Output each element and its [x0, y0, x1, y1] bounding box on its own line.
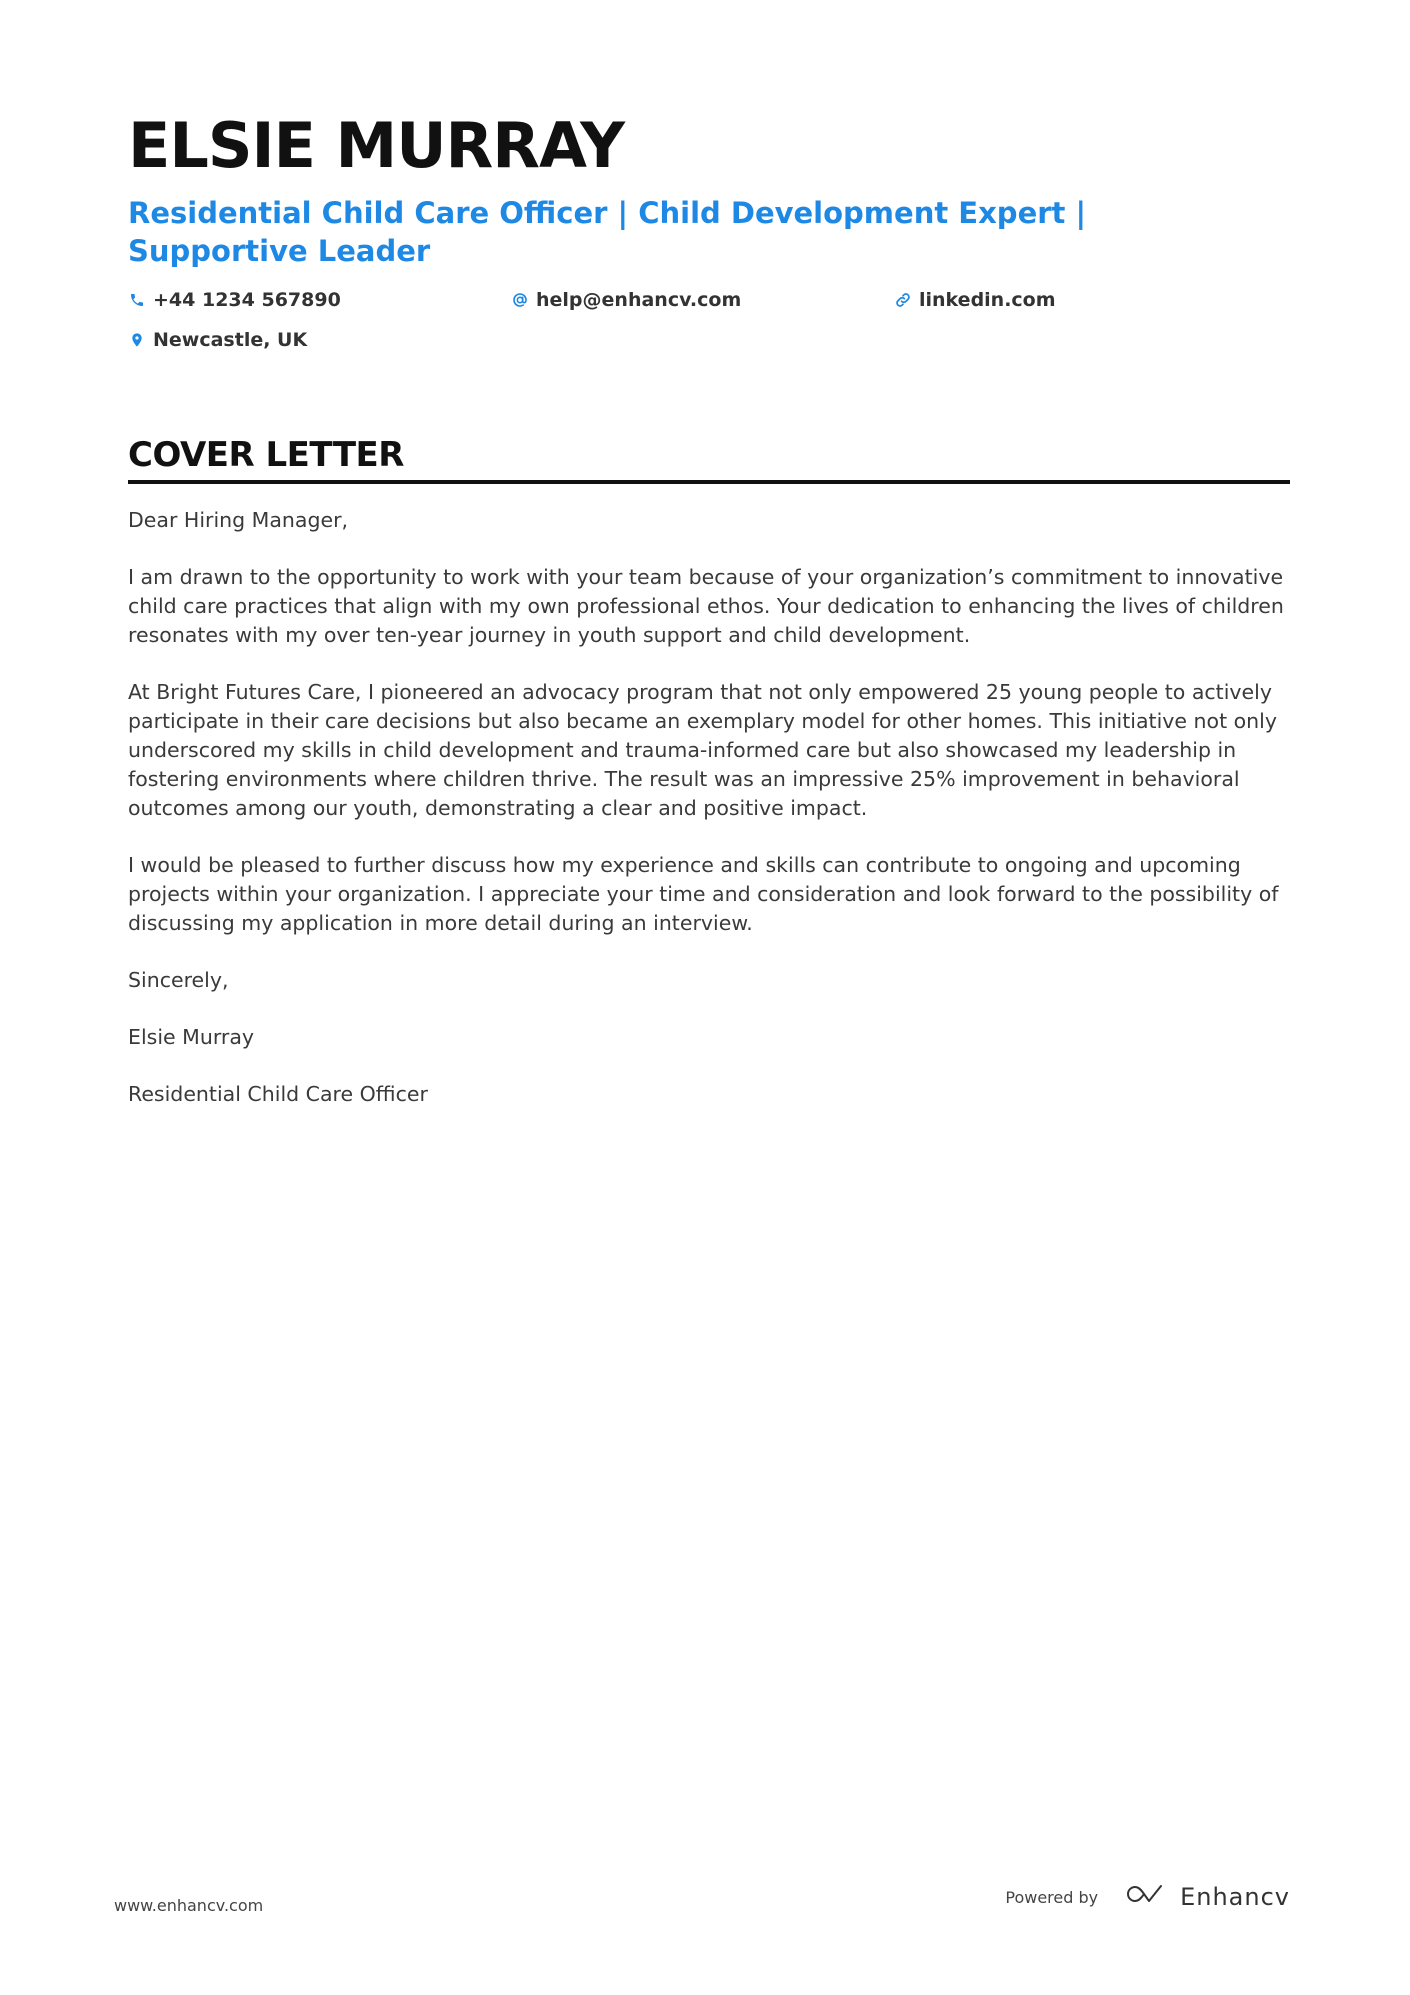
- cover-letter-section: [128, 432, 1290, 1137]
- brand-name: Enhancv: [1180, 1883, 1290, 1911]
- phone-text: +44 1234 567890: [153, 289, 341, 311]
- contact-linkedin[interactable]: [894, 286, 1277, 314]
- link-icon: [894, 291, 912, 309]
- letter-paragraph: I am drawn to the opportunity to work with your team because of your organization’s commitment to innovative child care practices that align with my own professional ethos. Your dedication to enhancing the lives of children resonates with my over ten-year journey in youth support and child development.: [128, 565, 1284, 647]
- linkedin-text: linkedin.com: [919, 289, 1056, 311]
- header: [128, 108, 1288, 354]
- salutation: Dear Hiring Manager,: [128, 508, 349, 532]
- phone-icon: [128, 291, 146, 309]
- footer-website[interactable]: www.enhancv.com: [114, 1896, 264, 1915]
- location-text: Newcastle, UK: [153, 329, 308, 351]
- email-text: help@enhancv.com: [536, 289, 742, 311]
- footer-branding: [1005, 1882, 1290, 1912]
- closing: Sincerely,: [128, 968, 229, 992]
- signature-title: Residential Child Care Officer: [128, 1082, 428, 1106]
- contact-location: [128, 326, 511, 354]
- at-sign-icon: [511, 291, 529, 309]
- letter-paragraph: At Bright Futures Care, I pioneered an advocacy program that not only empowered 25 young people to actively participate in their care decisions but also became an exemplary model for other homes. This initiative not only underscored my skills in child development and trauma-informed care but also showcased my leadership in fostering environments where children thrive. The result was an impressive 25% improvement in behavioral outcomes among our youth, demonstrating a clear and positive impact.: [128, 680, 1277, 820]
- contact-phone[interactable]: [128, 286, 511, 314]
- letter-paragraph: I would be pleased to further discuss how my experience and skills can contribute to ongoing and upcoming projects within your organization. I appreciate your time and consideration and look forward to the possibility of discussing my application in more detail during an interview.: [128, 853, 1279, 935]
- letter-body: [128, 506, 1290, 1109]
- contact-info: [128, 286, 1288, 354]
- candidate-name: ELSIE MURRAY: [128, 109, 624, 182]
- section-divider: [128, 480, 1290, 484]
- enhancv-logo-icon: [1124, 1882, 1170, 1912]
- location-pin-icon: [128, 331, 146, 349]
- signature-name: Elsie Murray: [128, 1025, 255, 1049]
- candidate-headline: Residential Child Care Officer | Child Development Expert | Supportive Leader: [128, 196, 1087, 268]
- brand-logo[interactable]: [1124, 1882, 1290, 1912]
- contact-email[interactable]: [511, 286, 894, 314]
- section-title: COVER LETTER: [128, 435, 404, 475]
- powered-by-label: Powered by: [1005, 1887, 1099, 1907]
